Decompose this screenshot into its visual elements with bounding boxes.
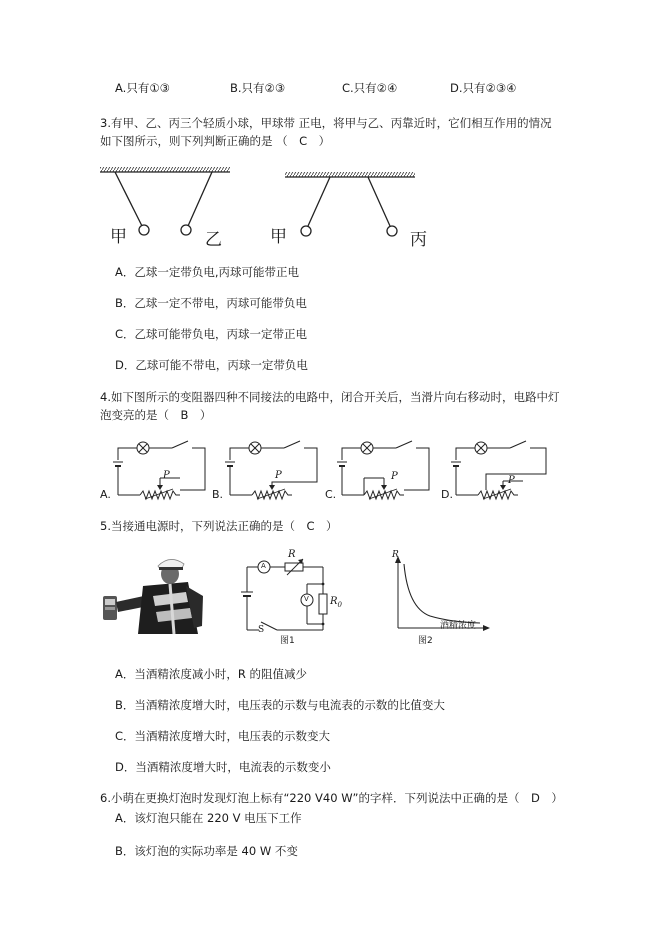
fig2-caption: 图2 [418,636,433,646]
q6-stem: 6.小萌在更换灯泡时发现灯泡上标有“220 V40 W”的字样．下列说法中正确的是（ D ） [100,791,563,805]
q5-option-b: B．当酒精浓度增大时，电压表的示数与电流表的示数的比值变大 [115,698,445,712]
q2-option-b: B.只有②③ [230,81,286,95]
r-vs-alcohol-curve [404,564,480,623]
q4-circuit-c [337,441,429,499]
q4-stem-line1: 4.如下图所示的变阻器四种不同接法的电路中，闭合开关后，当滑片向右移动时，电路中灯 [100,390,560,404]
switch-label: S [258,625,265,635]
q4-stem-line2: 泡变亮的是（ B ） [100,408,212,422]
graph-y-label: R [392,550,399,560]
q4-label-c: C. [325,488,337,501]
ammeter-label: A [261,562,266,570]
q4-circuit-a [113,441,205,499]
q3-stem-line2: 如下图所示，则下列判断正确的是 （ C ） [100,134,331,148]
q3-option-b: B．乙球一定不带电，丙球可能带负电 [115,296,307,310]
q3-stem-line1: 3.有甲、乙、丙三个轻质小球，甲球带 正电，将甲与乙、丙靠近时，它们相互作用的情况 [100,116,552,130]
q4-label-a: A. [100,488,111,501]
q3-label-jia-right: 甲 [270,227,287,247]
resistor-r0-subscript: 0 [337,601,342,609]
q4-slider-label-d: P [508,475,515,486]
q3-label-yi: 乙 [205,230,222,250]
q3-label-jia-left: 甲 [110,227,127,247]
q5-figure2-graph [390,550,500,650]
q3-option-a: A．乙球一定带负电,丙球可能带正电 [115,265,300,279]
q4-label-b: B. [212,488,224,501]
q6-option-a: A．该灯泡只能在 220 V 电压下工作 [115,811,302,825]
voltmeter-label: V [304,595,309,603]
q5-option-c: C．当酒精浓度增大时，电压表的示数变大 [115,729,331,743]
q4-slider-label-c: P [391,471,398,482]
q2-option-c: C.只有②④ [342,81,398,95]
graph-x-label: 酒精浓度 [440,621,477,631]
q5-photo-officer [98,556,208,636]
q2-option-d: D.只有②③④ [450,81,517,95]
q5-stem: 5.当接通电源时，下列说法正确的是（ C ） [100,519,338,533]
q4-label-d: D. [441,488,453,501]
fig1-caption: 图1 [280,636,295,646]
resistor-r-label: R [288,549,296,560]
variable-resistor-r [285,563,303,571]
q4-circuit-b [225,441,317,499]
q5-option-a: A．当酒精浓度减小时，R 的阻值减少 [115,667,308,681]
q3-option-c: C．乙球可能带负电，丙球一定带正电 [115,327,308,341]
q5-option-d: D．当酒精浓度增大时，电流表的示数变小 [115,760,331,774]
q4-slider-label-a: P [163,470,170,481]
q2-option-a: A.只有①③ [115,81,170,95]
q6-option-b: B．该灯泡的实际功率是 40 W 不变 [115,844,298,858]
resistor-r0 [319,594,327,614]
resistor-r0-label: $R_0$ [330,596,342,609]
q4-circuit-d [451,441,546,499]
q3-label-bing: 丙 [410,230,427,250]
q3-option-d: D．乙球可能不带电，丙球一定带负电 [115,358,308,372]
q4-slider-label-b: P [275,470,282,481]
